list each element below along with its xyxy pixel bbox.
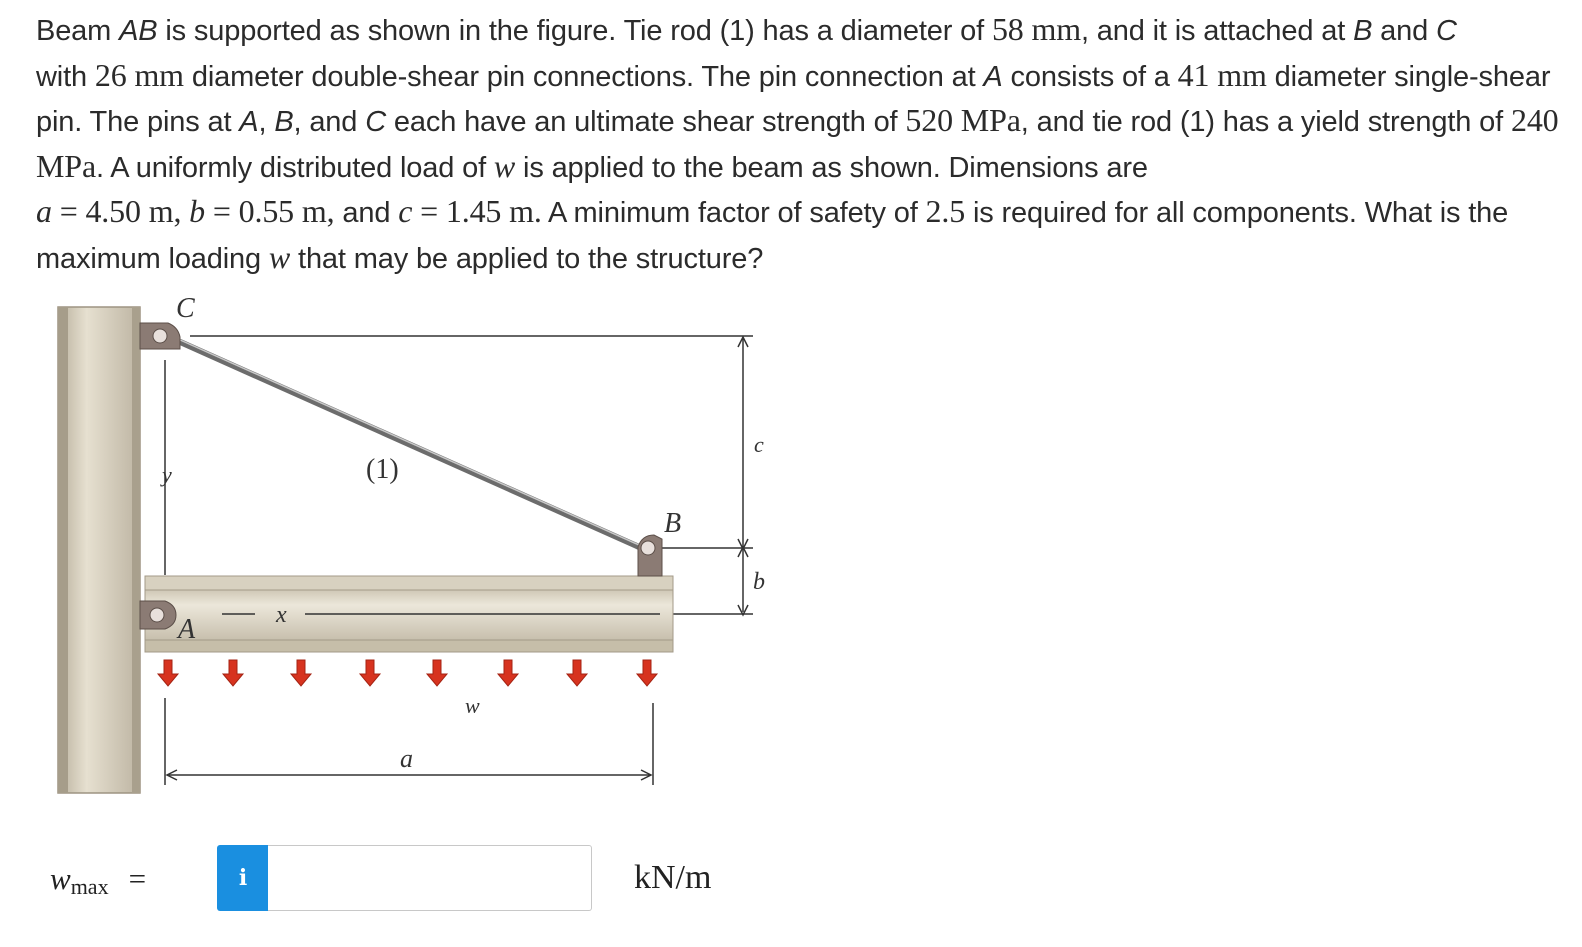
tie-rod-1	[178, 341, 648, 551]
load-arrow	[291, 660, 311, 686]
label-A: A	[178, 614, 196, 645]
structure-figure	[50, 285, 780, 805]
label-a: a	[400, 744, 413, 773]
answer-row	[0, 845, 800, 915]
distributed-load-w	[158, 660, 657, 686]
pin-A	[140, 601, 176, 629]
pin-C	[140, 323, 180, 349]
load-arrow	[223, 660, 243, 686]
load-arrow	[637, 660, 657, 686]
load-arrow	[567, 660, 587, 686]
answer-input[interactable]	[268, 845, 592, 911]
label-rod: (1)	[366, 454, 399, 485]
label-w: w	[465, 693, 480, 718]
wall-column	[58, 307, 140, 793]
load-arrow	[498, 660, 518, 686]
label-x: x	[276, 602, 287, 628]
problem-statement: Beam AB is supported as shown in the figure. Tie rod (1) has a diameter of 58 mm, and it is attached at B and C with 26 mm diameter double-shear pin connections. The pin connection at A consists of a 41 mm diameter single-shear pin. The pins at A, B, and C each have an ultimate shear strength of 520 MPa, and tie rod (1) has a yield strength of 240 MPa. A uniformly distributed load of w is applied to the beam as shown. Dimensions are a = 4.50 m, b = 0.55 m, and c = 1.45 m. A minimum factor of safety of 2.5 is required for all components. What is the maximum loading w that may be applied to the structure?	[36, 11, 1559, 275]
label-c: c	[754, 432, 764, 457]
unit-label: kN/m	[634, 859, 712, 896]
load-arrow	[427, 660, 447, 686]
load-arrow	[158, 660, 178, 686]
info-icon[interactable]: i	[217, 845, 269, 911]
label-B: B	[664, 508, 682, 539]
label-b: b	[753, 569, 765, 595]
answer-label: $w_{max}$ =	[50, 861, 147, 899]
load-arrow	[360, 660, 380, 686]
pin-B	[638, 535, 662, 576]
dimension-c-b	[190, 336, 753, 615]
label-y: y	[162, 462, 172, 487]
label-C: C	[176, 293, 195, 324]
